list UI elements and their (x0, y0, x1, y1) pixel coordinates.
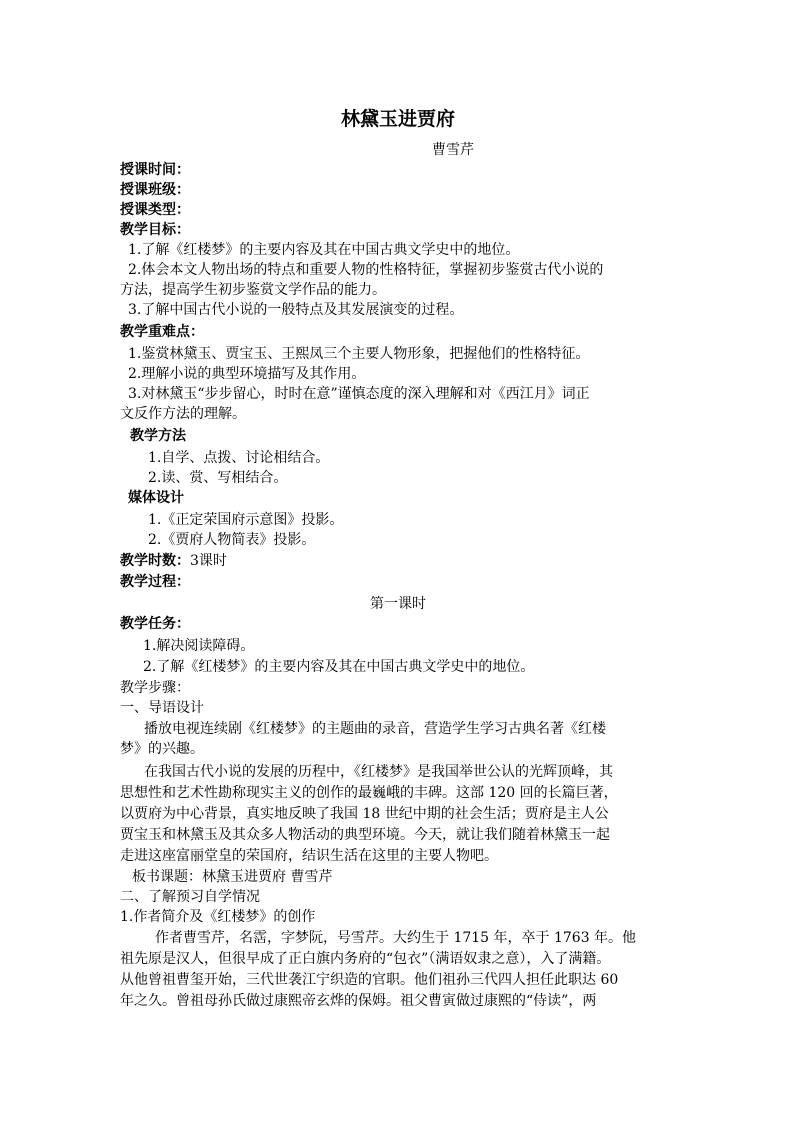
heading-jiaoxue-fangfa: 教学方法 (130, 428, 186, 444)
zuozhe-line: 从他曾祖曹玺开始，三代世袭江宁织造的官职。他们祖孙三代四人担任此职达 60 (120, 972, 619, 988)
zuozhe-heading: 1.作者简介及《红楼梦》的创作 (120, 909, 316, 925)
label-shouke-banji: 授课班级： (120, 182, 190, 198)
meiti-line: 1.《正定荣国府示意图》投影。 (148, 512, 344, 528)
diyi-keshi-heading: 第一课时 (370, 596, 426, 612)
meiti-line: 2.《贾府人物简表》投影。 (148, 532, 316, 548)
heading-jiaoxue-renwu: 教学任务： (120, 616, 190, 632)
nandian-line: 文反作方法的理解。 (120, 406, 246, 422)
banshu-keti: 板书课题：林黛玉进贾府 曹雪芹 (132, 869, 333, 885)
heading-meiti-sheji: 媒体设计 (128, 490, 184, 506)
label-shouke-shijian: 授课时间： (120, 162, 190, 178)
zuozhe-line: 作者曹雪芹，名霑，字梦阮，号雪芹。大约生于 1715 年，卒于 1763 年。他 (155, 930, 637, 946)
zuozhe-line: 年之久。曾祖母孙氏做过康熙帝玄烨的保姆。祖父曹寅做过康熙的“侍读”，两 (120, 993, 597, 1009)
renwu-line: 1.解决阅读障碍。 (143, 638, 255, 654)
zuozhe-line: 祖先原是汉人，但很早成了正白旗内务府的“包衣”（满语奴隶之意），入了满籍。 (120, 951, 611, 967)
renwu-line: 2.了解《红楼梦》的主要内容及其在中国古典文学史中的地位。 (143, 659, 535, 675)
doc-title: 林黛玉进贾府 (340, 108, 455, 130)
section-daoyu-sheji: 一、导语设计 (120, 700, 204, 716)
daoyu-line: 以贾府为中心背景，真实地反映了我国 18 世纪中期的社会生活；贾府是主人公 (120, 806, 609, 822)
doc-author: 曹雪芹 (432, 142, 474, 158)
mubiao-line: 方法，提高学生初步鉴赏文学作品的能力。 (120, 282, 386, 298)
label-shouke-leixing: 授课类型： (120, 202, 190, 218)
keshi-value: 3课时 (190, 553, 227, 569)
keshi-line (120, 551, 676, 571)
keshi-label: 教学时数： (120, 553, 190, 569)
fangfa-line: 1.自学、点拨、讨论相结合。 (148, 450, 330, 466)
nandian-line: 3.对林黛玉“步步留心，时时在意”谨慎态度的深入理解和对《西江月》词正 (128, 386, 590, 402)
daoyu-line: 梦》的兴趣。 (120, 741, 204, 757)
heading-jiaoxue-guocheng: 教学过程： (120, 574, 190, 590)
nandian-line: 2.理解小说的典型环境描写及其作用。 (128, 366, 366, 382)
mubiao-line: 1.了解《红楼梦》的主要内容及其在中国古典文学史中的地位。 (128, 242, 520, 258)
mubiao-line: 2.体会本文人物出场的特点和重要人物的性格特征，掌握初步鉴赏古代小说的 (128, 262, 604, 278)
daoyu-line: 贾宝玉和林黛玉及其众多人物活动的典型环境。今天，就让我们随着林黛玉一起 (120, 827, 610, 843)
nandian-line: 1.鉴赏林黛玉、贾宝玉、王熙凤三个主要人物形象，把握他们的性格特征。 (128, 346, 590, 362)
heading-jiaoxue-mubiao: 教学目标： (120, 222, 190, 238)
heading-zhongnandian: 教学重难点： (120, 324, 204, 340)
fangfa-line: 2.读、赏、写相结合。 (148, 470, 288, 486)
heading-jiaoxue-buzhou: 教学步骤： (120, 680, 190, 696)
daoyu-line: 播放电视连续剧《红楼梦》的主题曲的录音，营造学生学习古典名著《红楼 (144, 721, 606, 737)
daoyu-line: 走进这座富丽堂皇的荣国府，结识生活在这里的主要人物吧。 (120, 848, 498, 864)
mubiao-line: 3.了解中国古代小说的一般特点及其发展演变的过程。 (128, 302, 464, 318)
daoyu-line: 思想性和艺术性勘称现实主义的创作的最巍峨的丰碑。这部 120 回的长篇巨著， (120, 785, 618, 801)
section-yuxi-qingkuang: 二、了解预习自学情况 (120, 889, 260, 905)
daoyu-line: 在我国古代小说的发展的历程中，《红楼梦》是我国举世公认的光辉顶峰，其 (144, 764, 613, 780)
